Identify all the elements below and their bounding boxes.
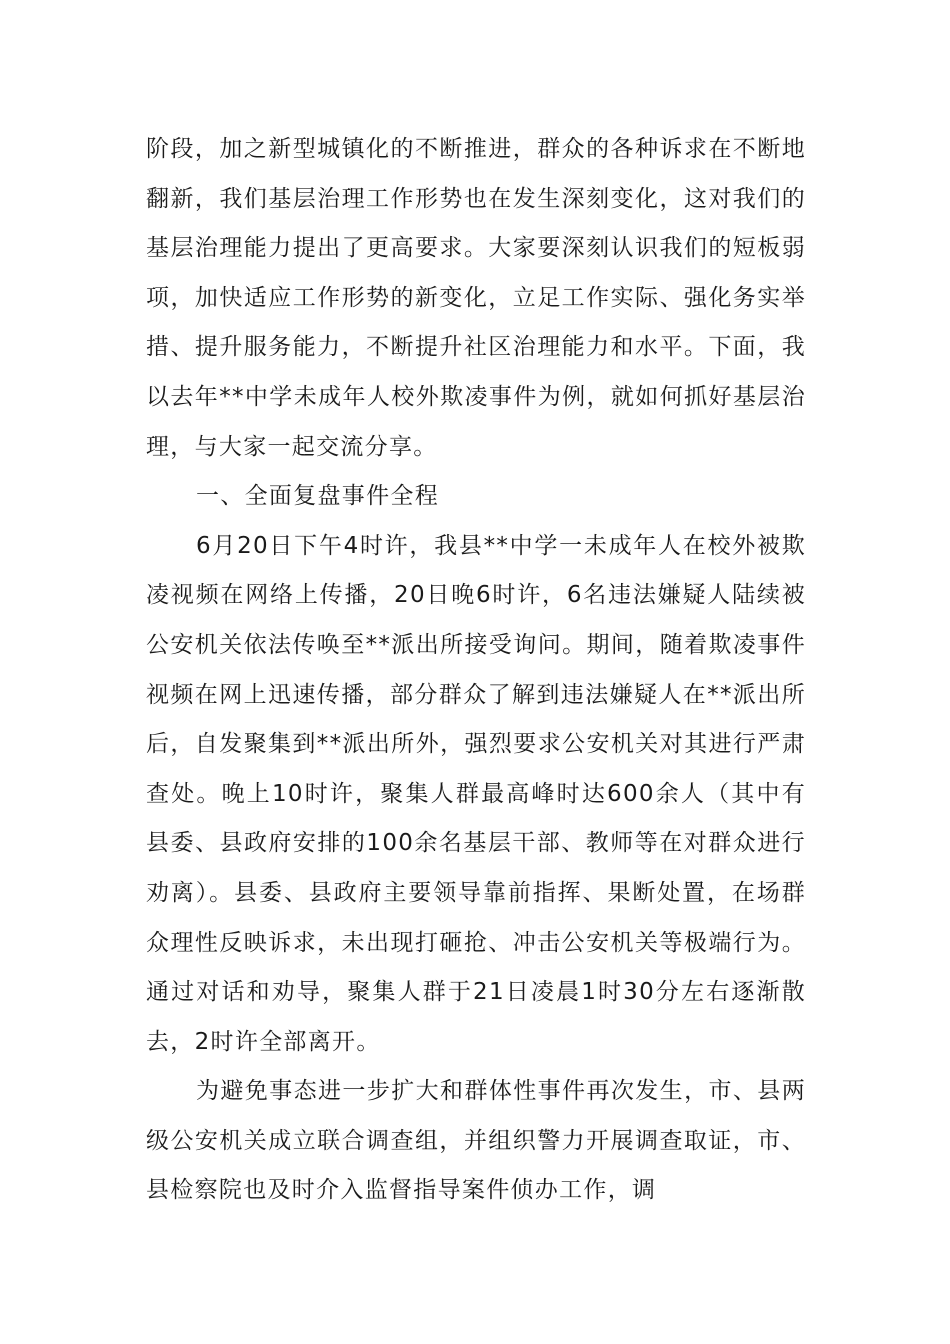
body-paragraph: 阶段，加之新型城镇化的不断推进，群众的各种诉求在不断地翻新，我们基层治理工作形势也在发生深刻变化，这对我们的基层治理能力提出了更高要求。大家要深刻认识我们的短板弱项，加快适应工作形势的新变化，立足工作实际、强化务实举措、提升服务能力，不断提升社区治理能力和水平。下面，我以去年**中学未成年人校外欺凌事件为例，就如何抓好基层治理，与大家一起交流分享。 xyxy=(146,136,806,460)
body-paragraph: 为避免事态进一步扩大和群体性事件再次发生，市、县两级公安机关成立联合调查组，并组织警力开展调查取证，市、县检察院也及时介入监督指导案件侦办工作，调 xyxy=(146,1078,806,1204)
document-body xyxy=(146,125,806,1216)
section-heading: 一、全面复盘事件全程 xyxy=(196,483,439,510)
body-paragraph: 6月20日下午4时许，我县**中学一未成年人在校外被欺凌视频在网络上传播，20日晚6时许，6名违法嫌疑人陆续被公安机关依法传唤至**派出所接受询问。期间，随着欺凌事件视频在网上迅速传播，部分群众了解到违法嫌疑人在**派出所后，自发聚集到**派出所外，强烈要求公安机关对其进行严肃查处。晚上10时许，聚集人群最高峰时达600余人（其中有县委、县政府安排的100余名基层干部、教师等在对群众进行劝离）。县委、县政府主要领导靠前指挥、果断处置，在场群众理性反映诉求，未出现打砸抢、冲击公安机关等极端行为。通过对话和劝导，聚集人群于21日凌晨1时30分左右逐渐散去，2时许全部离开。 xyxy=(146,532,806,1055)
